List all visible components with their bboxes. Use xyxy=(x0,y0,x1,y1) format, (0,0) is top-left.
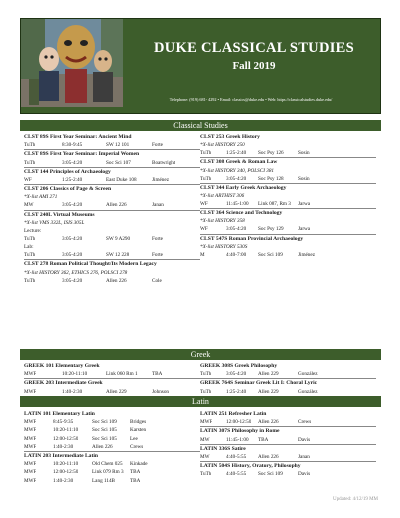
section-header-classical-studies: Classical Studies xyxy=(20,120,381,131)
schedule-instructor: TBA xyxy=(130,469,141,476)
schedule-days: TuTh xyxy=(24,277,36,284)
course-title: GREEK 203 Intermediate Greek xyxy=(24,378,200,387)
cross-list-note: *X-list ARTHIST 306 xyxy=(200,192,245,199)
schedule-time: 1:25-2:40 xyxy=(62,176,83,183)
schedule-time: 1:40-2:30 xyxy=(53,477,74,484)
cross-list-note: *X-list HISTORY 340, POLSCI 381 xyxy=(200,167,275,174)
schedule-instructor: Lee xyxy=(130,435,138,442)
schedule-time: 10:20-11:10 xyxy=(53,461,79,468)
schedule-time: 11:45-1:00 xyxy=(226,200,249,207)
schedule-days: TuTh xyxy=(200,388,212,395)
course-title: CLST 364 Science and Technology xyxy=(200,208,376,217)
schedule-instructor: Sosin xyxy=(298,150,310,157)
schedule-days: Lab: xyxy=(24,244,34,251)
cross-list-note: *X-list HISTORY 250 xyxy=(200,142,245,149)
course-title: LATIN 307S Philosophy in Rome xyxy=(200,426,376,435)
page-title: DUKE CLASSICAL STUDIES xyxy=(154,40,354,56)
schedule-instructor: Forte xyxy=(152,142,163,149)
schedule-row xyxy=(24,176,200,184)
course-title: CLST 344 Early Greek Archaeology xyxy=(200,183,376,192)
schedule-room: Allen 226 xyxy=(258,419,279,426)
schedule-room: Allen 229 xyxy=(106,388,127,395)
schedule-instructor: TBA xyxy=(152,371,163,378)
schedule-room: Soc Psy 126 xyxy=(258,150,284,157)
schedule-instructor: Boatwright xyxy=(152,159,176,166)
course-title: LATIN 101 Elementary Latin xyxy=(24,411,95,417)
schedule-row xyxy=(200,225,376,233)
schedule-days: MWF xyxy=(24,435,37,442)
greek-right-column xyxy=(200,362,376,396)
schedule-room: Allen 226 xyxy=(106,277,127,284)
latin-left-column xyxy=(24,410,200,485)
schedule-instructor: Crews xyxy=(130,443,144,450)
schedule-row xyxy=(24,443,200,451)
schedule-instructor: Jarwa xyxy=(298,200,311,207)
schedule-room: Soc Sci 107 xyxy=(106,159,131,166)
schedule-room: Lang 114B xyxy=(92,477,116,484)
schedule-time: 10:20-11:10 xyxy=(62,371,88,378)
schedule-row xyxy=(200,251,376,259)
parade-masks-image xyxy=(21,19,123,107)
schedule-row xyxy=(24,201,200,209)
schedule-row xyxy=(200,175,376,183)
schedule-days: TuTh xyxy=(24,252,36,259)
schedule-row xyxy=(24,370,200,378)
schedule-instructor: Davis xyxy=(298,471,311,478)
schedule-time: 1:25-2:40 xyxy=(226,150,247,157)
schedule-instructor: Sosin xyxy=(298,175,310,182)
schedule-time: 1:40-2:30 xyxy=(62,388,83,395)
schedule-days: TuTh xyxy=(200,175,212,182)
course-title: CLST 308 Greek & Roman Law xyxy=(200,157,376,166)
schedule-room: Allen 229 xyxy=(258,371,279,378)
course-title: CLST 144 Principles of Archaeology xyxy=(24,167,200,176)
classical-right-column xyxy=(200,133,376,259)
schedule-room: East Duke 108 xyxy=(106,176,137,183)
schedule-instructor: TBA xyxy=(130,477,141,484)
schedule-time: 4:40-5:55 xyxy=(226,453,247,460)
schedule-row xyxy=(24,435,200,443)
schedule-room: Allen 226 xyxy=(106,202,127,209)
schedule-time: 12:00-12:50 xyxy=(53,469,79,476)
course-title: GREEK 101 Elementary Greek xyxy=(24,363,100,369)
cross-list-note: *X-list HISTORY 530S xyxy=(200,243,248,250)
schedule-days: Lecture: xyxy=(24,227,42,234)
schedule-row xyxy=(24,227,200,235)
contact-info: Telephone: (919) 681- 4292 • Email: classics@duke.edu • Web: https://classicalstudies.duke.edu/ xyxy=(169,97,333,102)
schedule-time: 8:30-9:45 xyxy=(62,142,83,149)
schedule-row xyxy=(200,453,376,461)
schedule-instructor: Johnson xyxy=(152,388,170,395)
schedule-time: 3:05-4:20 xyxy=(62,235,83,242)
schedule-row xyxy=(200,200,376,208)
schedule-room: Old Chem 025 xyxy=(92,461,123,468)
greek-left-column xyxy=(24,362,200,396)
schedule-days: TuTh xyxy=(200,150,212,157)
schedule-room: SW 12 101 xyxy=(106,142,130,149)
schedule-row xyxy=(200,470,376,478)
course-title: CLST 547S Roman Provincial Archaeology xyxy=(200,234,376,243)
schedule-room: Allen 226 xyxy=(258,453,279,460)
schedule-time: 12:00-12:50 xyxy=(53,435,79,442)
schedule-room: Soc Sci 109 xyxy=(258,251,283,258)
schedule-time: 3:05-4:20 xyxy=(62,277,83,284)
schedule-instructor: Jiménez xyxy=(298,251,315,258)
schedule-room: SW 12 228 xyxy=(106,252,130,259)
updated-note: Updated: 4/12/19 MM xyxy=(333,497,378,502)
schedule-instructor: Jarwa xyxy=(298,226,311,233)
schedule-instructor: González xyxy=(298,388,318,395)
schedule-days: MW xyxy=(24,202,34,209)
schedule-row xyxy=(24,418,200,426)
schedule-row xyxy=(24,388,200,396)
schedule-row xyxy=(200,388,376,396)
schedule-room: Soc Sci 105 xyxy=(92,435,117,442)
schedule-instructor: González xyxy=(298,371,318,378)
schedule-days: MW xyxy=(200,436,210,443)
schedule-room: Soc Sci 105 xyxy=(92,427,117,434)
schedule-room: Allen 229 xyxy=(258,388,279,395)
schedule-room: Soc Psy 129 xyxy=(258,226,284,233)
cross-list-note: *X-list HISTORY 362, ETHICS 276, POLSCI 278 xyxy=(24,269,128,276)
schedule-days: WF xyxy=(200,200,208,207)
schedule-days: TuTh xyxy=(200,471,212,478)
schedule-days: WF xyxy=(24,176,32,183)
schedule-time: 4:40-7:00 xyxy=(226,251,247,258)
schedule-days: MWF xyxy=(24,371,37,378)
schedule-row xyxy=(200,436,376,444)
schedule-instructor: Davis xyxy=(298,436,311,443)
section-header-greek: Greek xyxy=(20,349,381,360)
schedule-days: MWF xyxy=(24,427,37,434)
schedule-room: Link 087, Rm 3 xyxy=(258,200,291,207)
course-title: LATIN 504S History, Oratory, Philosophy xyxy=(200,461,376,470)
schedule-instructor: Bridges xyxy=(130,419,147,426)
schedule-time: 3:05-4:20 xyxy=(62,252,83,259)
schedule-instructor: Cole xyxy=(152,277,162,284)
schedule-time: 12:00-12:50 xyxy=(226,419,252,426)
schedule-room: Soc Sci 109 xyxy=(258,471,283,478)
schedule-time: 1:25-2:40 xyxy=(226,388,247,395)
schedule-room: Allen 226 xyxy=(92,443,113,450)
schedule-room: Link 079 Rm 3 xyxy=(92,469,124,476)
schedule-row xyxy=(24,235,200,243)
course-title: CLST 278 Roman Political Thought/Its Modern Legacy xyxy=(24,259,200,268)
cross-list-note: *X-list AMI 271 xyxy=(24,194,58,201)
schedule-days: TuTh xyxy=(24,142,36,149)
cross-list-note: *X-list HISTORY 358 xyxy=(200,218,245,225)
schedule-instructor: Karsten xyxy=(130,427,147,434)
schedule-days: MWF xyxy=(24,419,37,426)
schedule-days: WF xyxy=(200,226,208,233)
term-label: Fall 2019 xyxy=(232,60,276,72)
schedule-time: 3:05-4:20 xyxy=(62,202,83,209)
schedule-instructor: Janan xyxy=(298,453,310,460)
schedule-days: MW xyxy=(200,453,210,460)
schedule-room: TBA xyxy=(258,436,269,443)
schedule-instructor: Janan xyxy=(152,202,164,209)
schedule-room: Soc Psy 128 xyxy=(258,175,284,182)
schedule-row xyxy=(200,370,376,378)
schedule-instructor: Crews xyxy=(298,419,312,426)
schedule-days: TuTh xyxy=(24,235,36,242)
schedule-time: 3:05-4:20 xyxy=(226,175,247,182)
schedule-time: 3:05-4:20 xyxy=(62,159,83,166)
schedule-row xyxy=(24,251,200,259)
schedule-instructor: Jiménez xyxy=(152,176,169,183)
schedule-row xyxy=(24,477,200,485)
schedule-room: Link 060 Rm 1 xyxy=(106,371,138,378)
schedule-time: 11:45-1:00 xyxy=(226,436,249,443)
schedule-room: SW 9 A290 xyxy=(106,235,131,242)
schedule-days: MWF xyxy=(24,477,37,484)
classical-left-column xyxy=(24,133,200,285)
schedule-days: TuTh xyxy=(200,371,212,378)
course-title: LATIN 336S Satire xyxy=(200,444,376,453)
schedule-row xyxy=(24,141,200,149)
schedule-row xyxy=(24,460,200,468)
course-title: LATIN 251 Refresher Latin xyxy=(200,411,267,417)
schedule-days: MWF xyxy=(200,419,213,426)
schedule-instructor: Kinkade xyxy=(130,461,148,468)
schedule-days: MWF xyxy=(24,443,37,450)
schedule-time: 3:05-4:20 xyxy=(226,371,247,378)
course-title: CLST 240L Virtual Museums xyxy=(24,210,200,219)
schedule-time: 3:05-4:20 xyxy=(226,226,247,233)
schedule-room: Soc Sci 109 xyxy=(92,419,117,426)
course-title: CLST 206 Classics of Page & Screen xyxy=(24,184,200,193)
header-photo xyxy=(21,19,123,107)
section-header-latin: Latin xyxy=(20,396,381,407)
schedule-row xyxy=(200,149,376,157)
schedule-row xyxy=(200,418,376,426)
schedule-time: 1:40-2:30 xyxy=(53,443,74,450)
schedule-instructor: Forte xyxy=(152,252,163,259)
cross-list-note: *X-list VMS 332L, ISIS 305L xyxy=(24,219,85,226)
course-title: LATIN 203 Intermediate Latin xyxy=(24,451,200,460)
schedule-time: 10:20-11:10 xyxy=(53,427,79,434)
schedule-days: TuTh xyxy=(24,159,36,166)
schedule-row xyxy=(24,159,200,167)
course-title: CLST 89S First Year Seminar: Imperial Women xyxy=(24,149,200,158)
course-title: CLST 253 Greek History xyxy=(200,134,260,140)
schedule-days: MWF xyxy=(24,461,37,468)
schedule-instructor: Forte xyxy=(152,235,163,242)
schedule-time: 8:45-9:35 xyxy=(53,419,74,426)
schedule-row xyxy=(24,277,200,285)
schedule-row xyxy=(24,426,200,434)
schedule-row xyxy=(24,468,200,476)
schedule-days: MWF xyxy=(24,469,37,476)
schedule-time: 4:40-5:55 xyxy=(226,471,247,478)
course-title: GREEK 764S Seminar Greek Lit I: Choral Lyric xyxy=(200,378,376,387)
course-title: GREEK 308S Greek Philosophy xyxy=(200,363,278,369)
course-title: CLST 89S First Year Seminar: Ancient Mind xyxy=(24,134,132,140)
latin-right-column xyxy=(200,410,376,479)
schedule-days: M xyxy=(200,251,205,258)
schedule-row xyxy=(24,243,200,251)
schedule-days: MWF xyxy=(24,388,37,395)
